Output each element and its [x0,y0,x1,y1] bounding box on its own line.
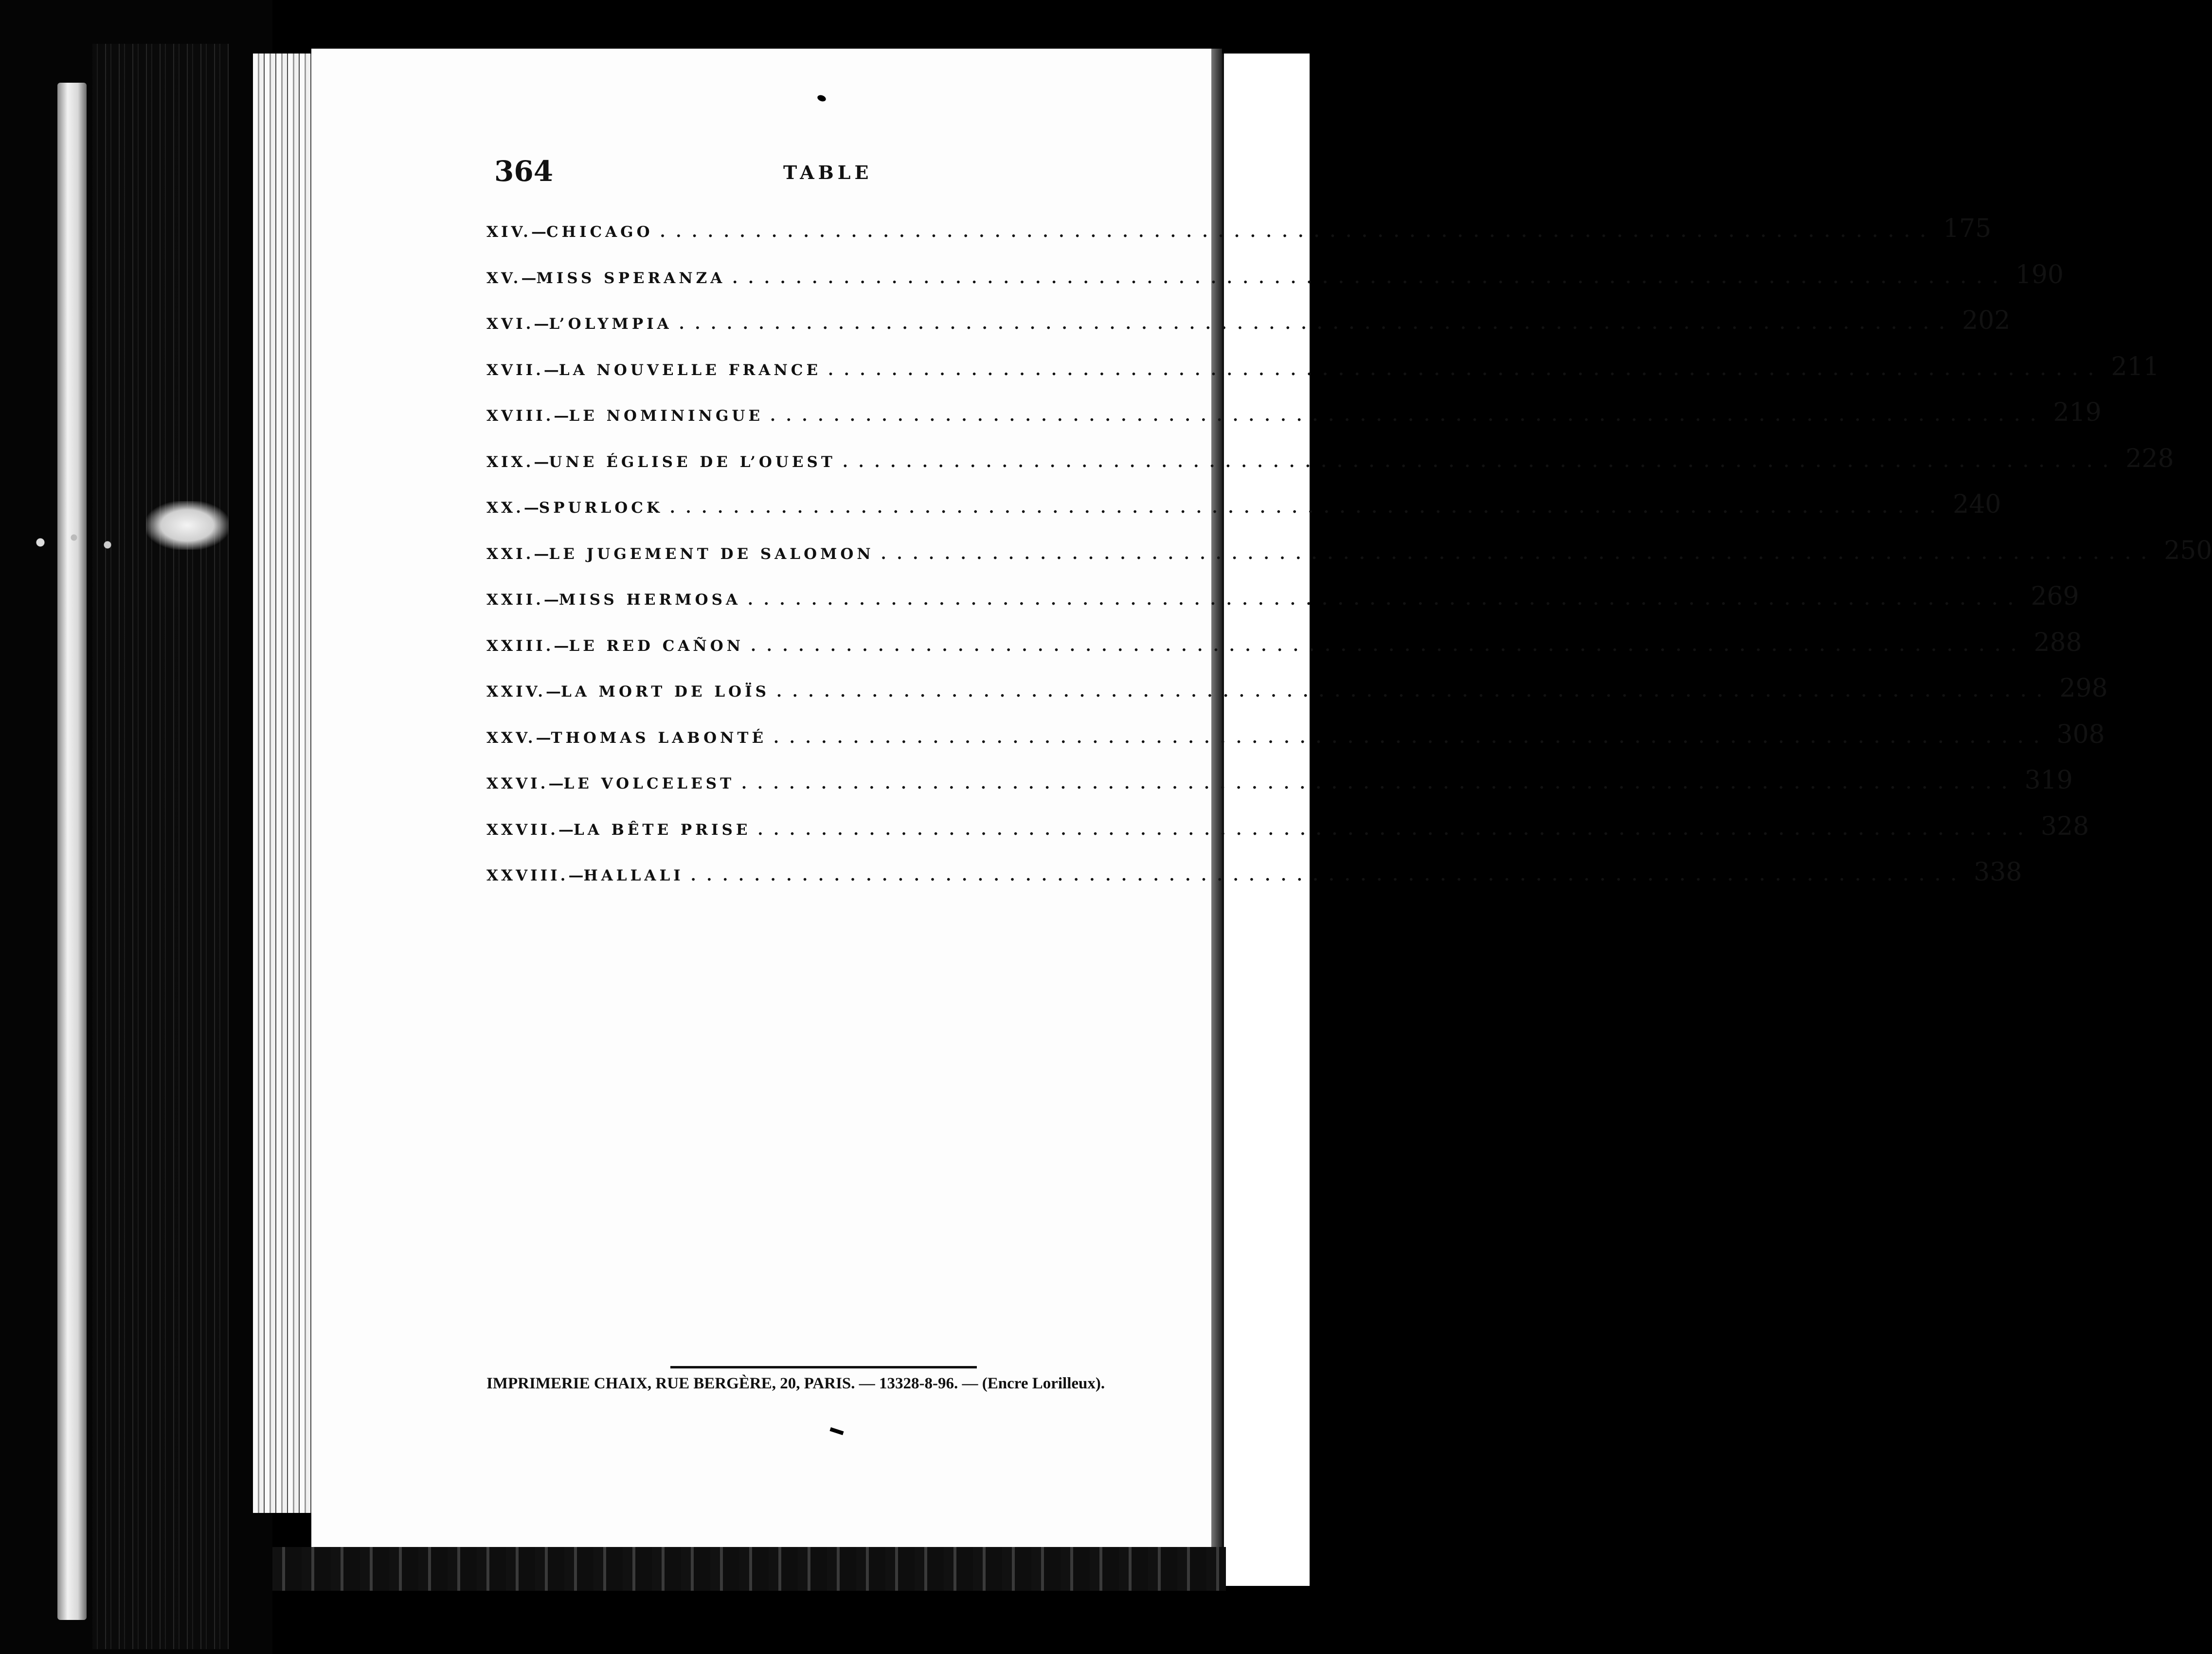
chapter-dash: — [534,545,549,563]
dot-leader: ................................................................................ [690,867,1967,884]
chapter-page-number: 269 [2031,582,2079,611]
chapter-page-number: 175 [1943,214,1992,243]
chapter-numeral: XVII. [486,361,544,379]
dot-leader: ................................................................................ [751,637,2027,655]
chapter-page-number: 288 [2033,628,2082,657]
chapter-dash: — [543,361,559,379]
chapter-numeral: XVIII. [486,407,554,425]
chapter-dash: — [534,453,549,471]
toc-entry [486,306,2011,345]
chapter-title: LE NOMININGUE [569,407,764,425]
chapter-numeral: XXIV. [486,683,546,701]
dot-leader: ................................................................................ [757,821,2034,839]
toc-entry [486,214,1992,253]
dot-leader: ................................................................................ [732,269,2009,287]
dot-leader: ................................................................................ [881,545,2158,563]
toc-entry [486,490,2001,529]
toc-entry [486,582,2079,621]
chapter-page-number: 202 [1962,306,2011,335]
chapter-page-number: 211 [2111,352,2159,381]
toc-entry [486,352,2159,391]
page-number: 364 [494,155,554,188]
chapter-title: THOMAS LABONTÉ [551,729,767,747]
chapter-title: SPURLOCK [539,499,663,517]
chapter-numeral: XXII. [486,591,544,609]
chapter-dash: — [536,729,551,747]
toc-entry [486,719,2105,759]
chapter-page-number: 338 [1974,858,2022,887]
chapter-numeral: XIV. [486,223,531,241]
dot-leader: ................................................................................ [679,315,1956,333]
chapter-title: L’OLYMPIA [549,315,672,333]
toc-entry [486,444,2174,483]
spine-flecks [29,530,141,555]
chapter-page-number: 298 [2059,674,2108,703]
spine-highlight [57,83,87,1620]
chapter-numeral: XVI. [486,315,534,333]
chapter-numeral: XIX. [486,453,534,471]
chapter-page-number: 190 [2015,260,2064,289]
chapter-dash: — [534,315,549,333]
chapter-numeral: XXVII. [486,821,558,839]
colophon-rule [670,1366,977,1368]
chapter-dash: — [558,821,574,839]
toc-entry [486,674,2108,713]
toc-entry [486,811,2089,851]
chapter-dash: — [523,499,539,517]
chapter-title: MISS SPERANZA [536,269,726,287]
spine-smudge [146,501,229,550]
toc-entry [486,628,2082,667]
chapter-title: LE RED CAÑON [569,637,744,655]
dot-leader: ................................................................................ [776,683,2053,701]
chapter-dash: — [568,867,584,884]
chapter-title: LA MORT DE LOÏS [561,683,770,701]
chapter-dash: — [531,223,546,241]
dot-leader: ................................................................................ [770,407,2047,425]
toc-entry [486,766,2073,805]
toc-entry [486,858,2022,897]
dot-leader: ................................................................................ [669,499,1946,517]
chapter-dash: — [548,775,564,792]
chapter-numeral: XXVIII. [486,867,569,884]
toc-entry [486,536,2212,575]
chapter-numeral: XV. [486,269,522,287]
dot-leader: ................................................................................ [741,775,2018,792]
dot-leader: ................................................................................ [748,591,2024,609]
chapter-dash: — [546,683,561,701]
chapter-title: LE VOLCELEST [563,775,735,792]
chapter-numeral: XXI. [486,545,534,563]
chapter-page-number: 308 [2056,719,2105,749]
dot-leader: ................................................................................ [660,223,1937,241]
dot-leader: ................................................................................ [828,361,2104,379]
page-edges [253,54,316,1513]
chapter-title: LE JUGEMENT DE SALOMON [549,545,874,563]
chapter-dash: — [554,407,569,425]
chapter-title: UNE ÉGLISE DE L’OUEST [549,453,836,471]
chapter-title: LA NOUVELLE FRANCE [558,361,822,379]
chapter-page-number: 219 [2053,398,2102,427]
chapter-dash: — [543,591,559,609]
chapter-dash: — [521,269,537,287]
chapter-numeral: XX. [486,499,524,517]
chapter-page-number: 228 [2125,444,2174,473]
chapter-page-number: 319 [2024,766,2073,795]
chapter-numeral: XXIII. [486,637,554,655]
chapter-dash: — [554,637,569,655]
chapter-title: CHICAGO [546,223,653,241]
running-title: TABLE [783,162,873,183]
spine-texture [92,44,229,1649]
chapter-page-number: 240 [1953,490,2001,519]
chapter-numeral: XXVI. [486,775,549,792]
printer-imprint: IMPRIMERIE CHAIX, RUE BERGÈRE, 20, PARIS. — 13328-8-96. — (Encre Lorilleux). [486,1375,1105,1392]
chapter-numeral: XXV. [486,729,536,747]
toc-entry [486,398,2102,437]
dot-leader: ................................................................................ [773,729,2050,747]
chapter-title: LA BÊTE PRISE [573,821,751,839]
chapter-title: HALLALI [583,867,684,884]
chapter-page-number: 250 [2164,536,2212,565]
chapter-page-number: 328 [2040,811,2089,841]
toc-entry [486,260,2064,299]
dot-leader: ................................................................................ [843,453,2119,471]
chapter-title: MISS HERMOSA [558,591,741,609]
scan-bottom-band [272,1547,1226,1591]
